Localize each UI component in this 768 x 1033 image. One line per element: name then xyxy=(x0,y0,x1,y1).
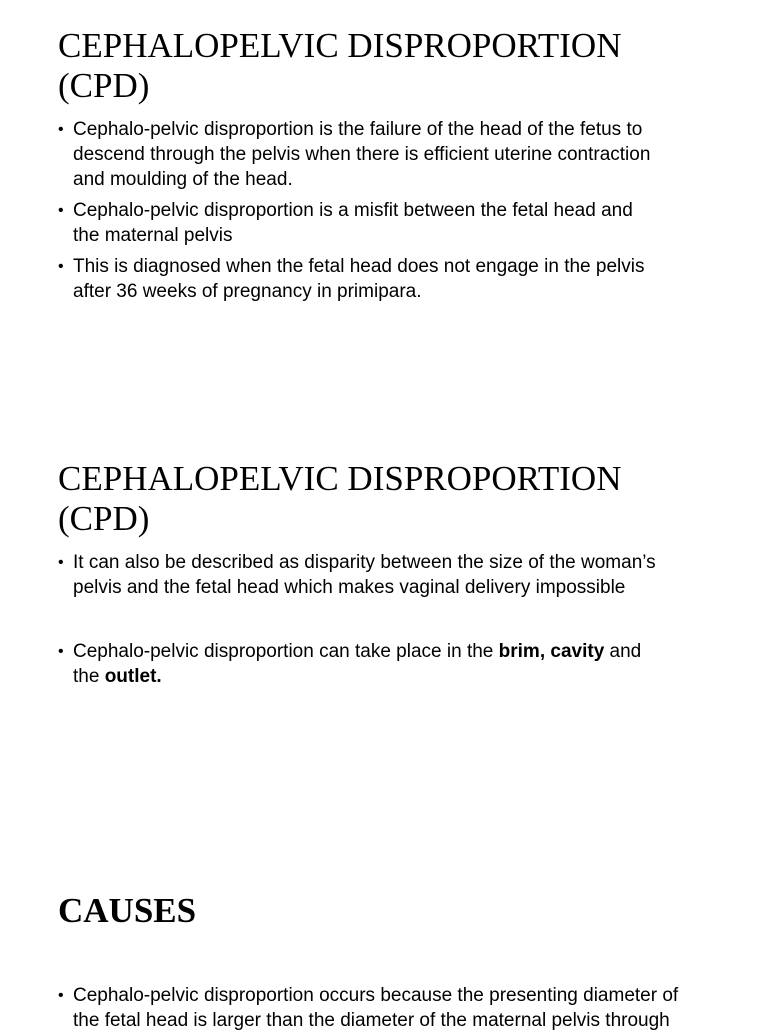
slide-1-title xyxy=(58,26,622,106)
bullet-dot-icon: • xyxy=(58,258,64,275)
bullet-text-line: Cephalo-pelvic disproportion occurs because the presenting diameter of xyxy=(73,985,679,1006)
slide-3-title xyxy=(58,891,196,931)
bullet-text xyxy=(73,983,738,1033)
bullet-text-line: and moulding of the head. xyxy=(73,169,293,190)
bullet-text-segment: Cephalo-pelvic disproportion can take place in the xyxy=(73,641,499,662)
bullet-text-line: descend through the pelvis when there is efficient uterine contraction xyxy=(73,144,651,165)
slide-3-title-line-1: CAUSES xyxy=(58,891,197,930)
slide-1-title-line-1: CEPHALOPELVIC DISPROPORTION xyxy=(58,26,622,65)
list-item xyxy=(58,254,738,304)
list-item xyxy=(58,198,738,248)
bullet-text-bold: outlet. xyxy=(104,666,162,687)
bullet-text-line: after 36 weeks of pregnancy in primipara. xyxy=(73,281,422,302)
slide-3-bullet-list xyxy=(58,983,738,1033)
bullet-text-segment: the xyxy=(73,666,105,687)
bullet-dot-icon: • xyxy=(58,121,64,138)
bullet-text xyxy=(73,639,738,689)
bullet-text-line: It can also be described as disparity between the size of the woman’s xyxy=(73,552,656,573)
bullet-text-line xyxy=(73,639,738,664)
slide-2-title xyxy=(58,459,622,539)
bullet-text xyxy=(73,198,738,248)
list-item xyxy=(58,550,738,600)
bullet-text-line: This is diagnosed when the fetal head does not engage in the pelvis xyxy=(73,256,645,277)
bullet-text-line: Cephalo-pelvic disproportion is a misfit between the fetal head and xyxy=(73,200,633,221)
list-item xyxy=(58,983,738,1033)
slide-1-title-line-2: (CPD) xyxy=(58,66,150,105)
bullet-text xyxy=(73,117,738,192)
bullet-dot-icon: • xyxy=(58,554,64,571)
list-item xyxy=(58,639,738,689)
bullet-text-segment: and xyxy=(604,641,642,662)
bullet-text-line: the maternal pelvis xyxy=(73,225,233,246)
bullet-dot-icon: • xyxy=(58,643,64,660)
bullet-text xyxy=(73,550,738,600)
bullet-dot-icon: • xyxy=(58,987,64,1004)
bullet-text-line xyxy=(73,664,738,689)
bullet-text-line: the fetal head is larger than the diameter of the maternal pelvis through xyxy=(73,1010,670,1031)
slide-2-title-line-1: CEPHALOPELVIC DISPROPORTION xyxy=(58,459,622,498)
list-item xyxy=(58,117,738,192)
bullet-text-line: pelvis and the fetal head which makes vaginal delivery impossible xyxy=(73,577,626,598)
bullet-text-line: Cephalo-pelvic disproportion is the failure of the head of the fetus to xyxy=(73,119,643,140)
slide-1-bullet-list xyxy=(58,117,738,304)
bullet-text-bold: brim, cavity xyxy=(498,641,605,662)
slide-2-title-line-2: (CPD) xyxy=(58,499,150,538)
bullet-text xyxy=(73,254,738,304)
bullet-dot-icon: • xyxy=(58,202,64,219)
slide-2-bullet-list xyxy=(58,550,738,689)
